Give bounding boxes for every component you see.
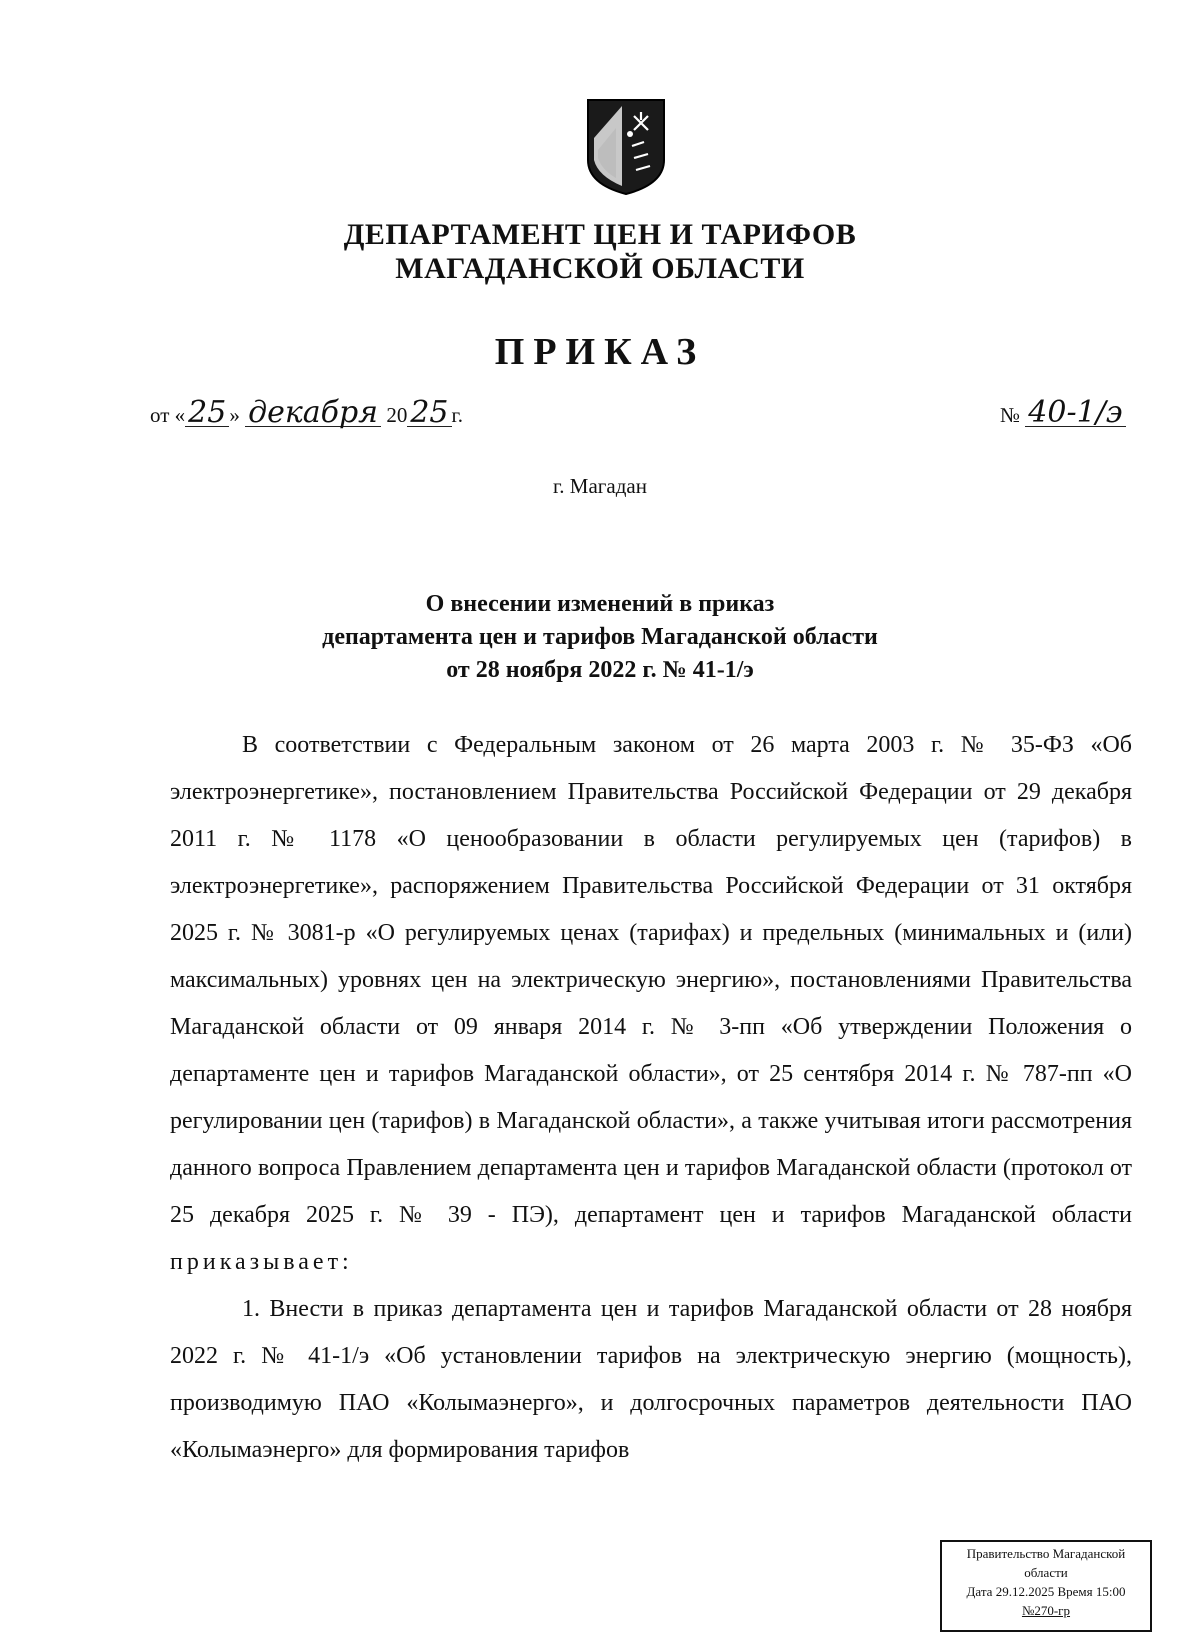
order-body [170,722,1132,1474]
subject-line2: департамента цен и тарифов Магаданской области [322,624,878,650]
document-type-title: ПРИКАЗ [494,331,706,373]
date-prefix: от « [150,403,186,427]
registration-stamp [940,1540,1152,1632]
number-prefix: № [1000,403,1021,427]
department-name-line1: ДЕПАРТАМЕНТ ЦЕН И ТАРИФОВ [343,218,857,251]
order-date [150,395,464,430]
stamp-line3: Дата 29.12.2025 Время 15:00 [966,1584,1126,1599]
handwritten-number: 40-1/э [1025,400,1125,427]
stamp-line4: №270-гр [1021,1603,1071,1618]
handwritten-month: декабря [245,400,381,427]
handwritten-day: 25 [185,400,229,427]
stamp-line2: области [1024,1565,1068,1580]
year-prefix: 20 [386,403,408,427]
handwritten-year: 25 [407,400,451,427]
subject-line1: О внесении изменений в приказ [425,591,775,617]
order-subject [0,588,1200,687]
year-suffix: г. [451,403,464,427]
date-separator: » [229,403,240,427]
order-number [1000,395,1126,430]
preamble-paragraph [170,722,1132,1286]
preamble-text: В соответствии с Федеральным законом от 26 марта 2003 г. № 35-ФЗ «Об электроэнергетике», постановлением Правительства Российской Федерации от 29 декабря 2011 г. № 1178 «О ценообразовании в области регулируемых цен (тарифов) в электроэнергетике», распоряжением Правительства Российской Федерации от 31 октября 2025 г. № 3081-р «О регулируемых ценах (тарифах) и предельных (минимальных и (или) максимальных) уровнях цен на электрическую энергию», постановлениями Правительства Магаданской области от 09 января 2014 г. № 3-пп «Об утверждении Положения о департаменте цен и тарифов Магаданской области», от 25 сентября 2014 г. № 787-пп «О регулировании цен (тарифов) в Магаданской области», а также учитывая итоги рассмотрения данного вопроса Правлением департамента цен и тарифов Магаданской области (протокол от 25 декабря 2025 г. № 39 - ПЭ), департамент цен и тарифов Магаданской области [170,732,1132,1228]
subject-line3: от 28 ноября 2022 г. № 41-1/э [446,657,754,683]
order-word: приказывает: [170,1249,353,1275]
item-1-paragraph: 1. Внести в приказ департамента цен и тарифов Магаданской области от 28 ноября 2022 г. № 41-1/э «Об установлении тарифов на электрическую энергию (мощность), производимую ПАО «Колымаэнерго», и долгосрочных параметров деятельности ПАО «Колымаэнерго» для формирования тарифов [170,1296,1132,1463]
coat-of-arms-icon [586,98,666,196]
city-name: г. Магадан [553,474,647,498]
department-name-line2: МАГАДАНСКОЙ ОБЛАСТИ [395,252,805,285]
stamp-line1: Правительство Магаданской [966,1546,1126,1561]
